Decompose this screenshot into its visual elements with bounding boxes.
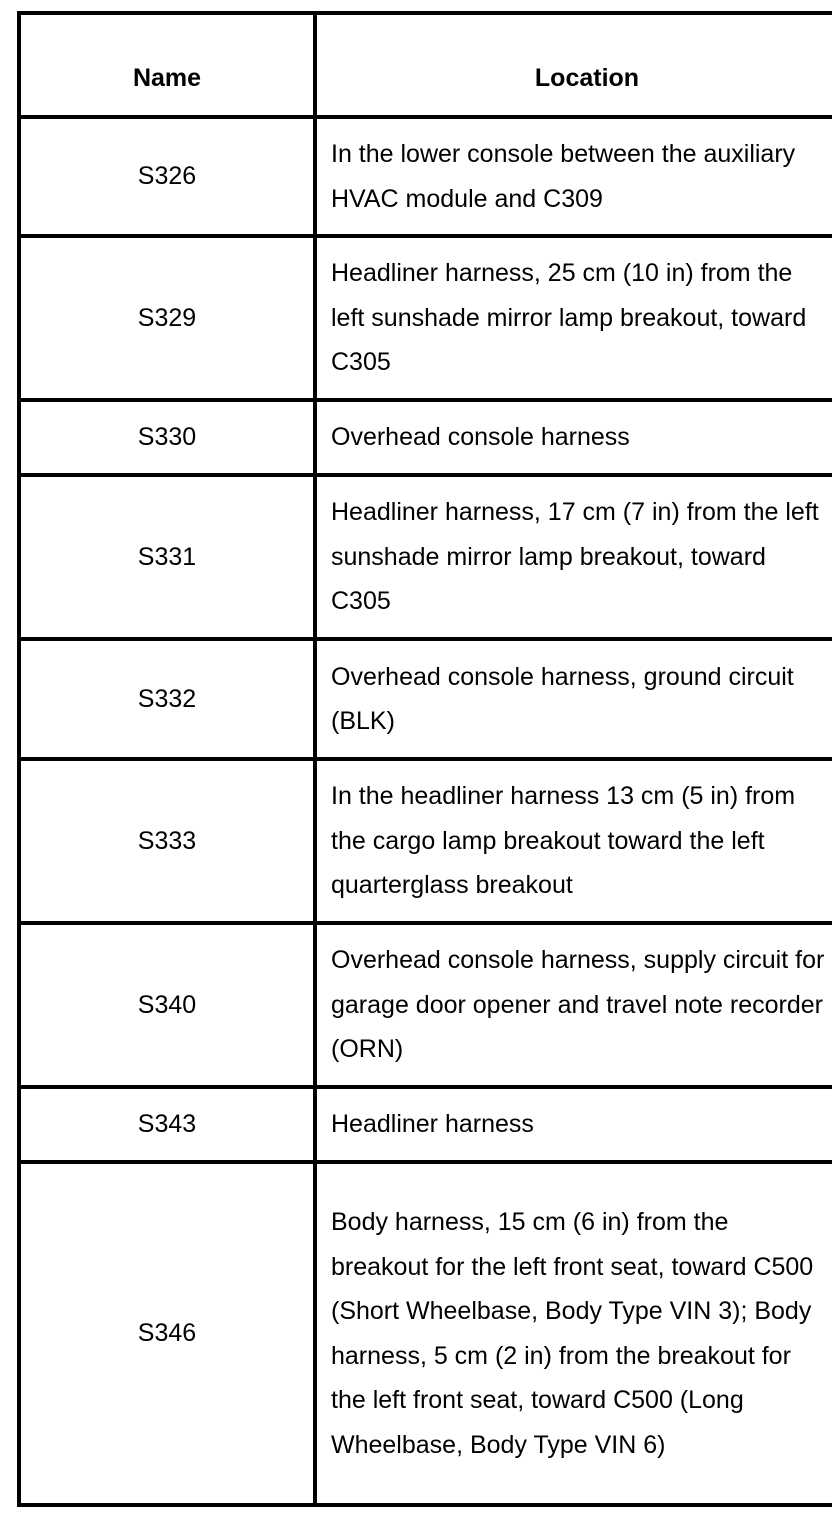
splice-name-cell: S330 — [19, 400, 315, 475]
table-row — [19, 923, 832, 1087]
table-body — [19, 117, 832, 1505]
splice-location-table — [17, 11, 832, 1507]
table-row — [19, 1162, 832, 1505]
table-header-row — [19, 13, 832, 117]
splice-name-cell: S346 — [19, 1162, 315, 1505]
splice-location-cell: Headliner harness, 17 cm (7 in) from the left sunshade mirror lamp breakout, toward C305 — [315, 475, 832, 639]
splice-location-cell: Overhead console harness, supply circuit for garage door opener and travel note recorder (ORN) — [315, 923, 832, 1087]
table-row — [19, 475, 832, 639]
table-row — [19, 400, 832, 475]
splice-name-cell: S326 — [19, 117, 315, 236]
splice-name-cell: S340 — [19, 923, 315, 1087]
table-row — [19, 759, 832, 923]
splice-location-cell: In the lower console between the auxiliary HVAC module and C309 — [315, 117, 832, 236]
table-row — [19, 117, 832, 236]
location-column-header: Location — [315, 13, 832, 117]
splice-location-cell: Headliner harness, 25 cm (10 in) from the left sunshade mirror lamp breakout, toward C305 — [315, 236, 832, 400]
splice-location-cell: Headliner harness — [315, 1087, 832, 1162]
splice-name-cell: S329 — [19, 236, 315, 400]
splice-name-cell: S332 — [19, 639, 315, 759]
name-column-header: Name — [19, 13, 315, 117]
splice-location-cell: Overhead console harness, ground circuit (BLK) — [315, 639, 832, 759]
table-row — [19, 639, 832, 759]
splice-location-cell: In the headliner harness 13 cm (5 in) from the cargo lamp breakout toward the left quarterglass breakout — [315, 759, 832, 923]
splice-name-cell: S331 — [19, 475, 315, 639]
table-row — [19, 236, 832, 400]
table-row — [19, 1087, 832, 1162]
splice-location-cell: Overhead console harness — [315, 400, 832, 475]
splice-location-cell: Body harness, 15 cm (6 in) from the breakout for the left front seat, toward C500 (Short Wheelbase, Body Type VIN 3); Body harness, 5 cm (2 in) from the breakout for the left front seat, toward C500 (Long Wheelbase, Body Type VIN 6) — [315, 1162, 832, 1505]
splice-name-cell: S333 — [19, 759, 315, 923]
splice-name-cell: S343 — [19, 1087, 315, 1162]
